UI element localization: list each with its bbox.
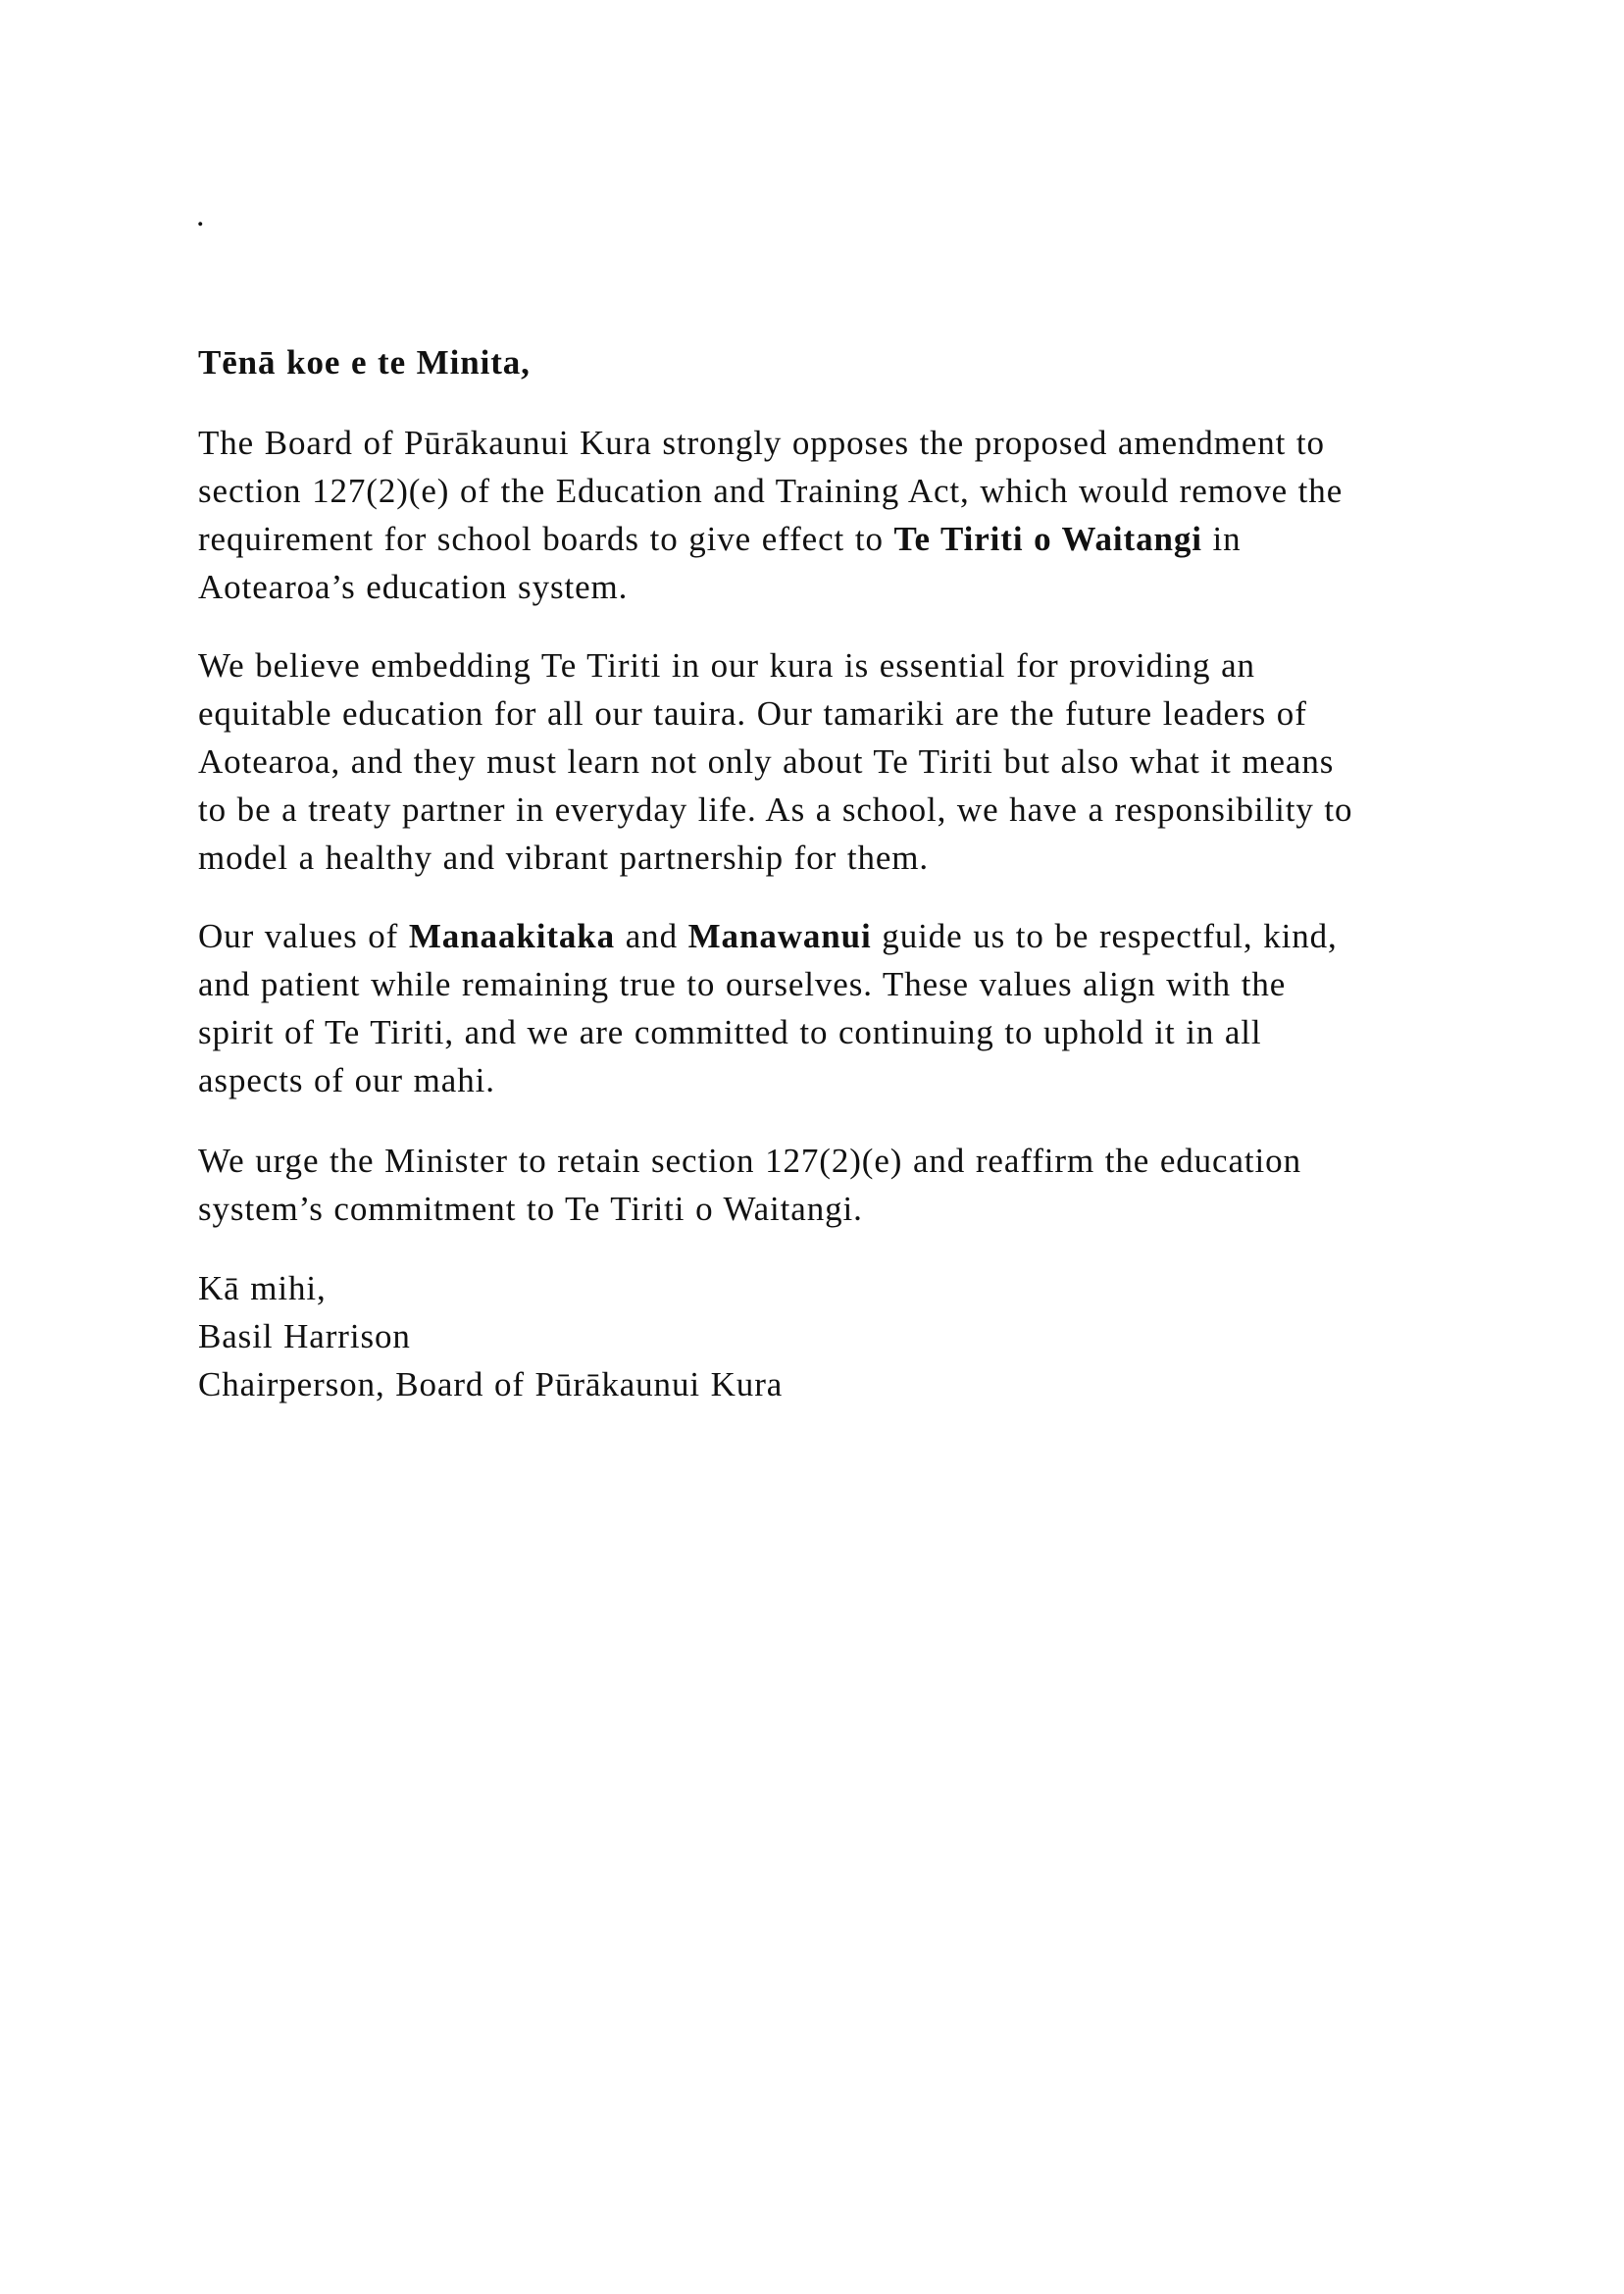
bold-term-manaakitaka: Manaakitaka (408, 917, 616, 955)
paragraph-line: section 127(2)(e) of the Education and Training Act, which would remove the (198, 472, 1344, 510)
greeting-text: Tēnā koe e te Minita, (198, 343, 531, 382)
paragraph-line: We believe embedding Te Tiriti in our kura is essential for providing an (198, 646, 1255, 685)
paragraph-line: equitable education for all our tauira. Our tamariki are the future leaders of (198, 694, 1307, 733)
paragraph-line: We urge the Minister to retain section 127(2)(e) and reaffirm the education (198, 1142, 1301, 1180)
paragraph-line: system’s commitment to Te Tiriti o Waitangi. (198, 1190, 863, 1228)
paragraph-line: The Board of Pūrākaunui Kura strongly opposes the proposed amendment to (198, 424, 1325, 462)
stray-mark: . (196, 197, 205, 233)
signatory-title: Chairperson, Board of Pūrākaunui Kura (198, 1365, 784, 1403)
greeting (198, 338, 1463, 386)
paragraph-line: spirit of Te Tiriti, and we are committed to continuing to uphold it in all (198, 1013, 1262, 1051)
bold-term-manawanui: Manawanui (687, 917, 872, 955)
paragraph-line: to be a treaty partner in everyday life. As a school, we have a responsibility to (198, 790, 1353, 829)
paragraph-line (198, 912, 1463, 960)
signoff: Kā mihi, (198, 1269, 327, 1307)
paragraph-urge (198, 1137, 1463, 1233)
bold-term-te-tiriti: Te Tiriti o Waitangi (893, 520, 1202, 558)
paragraph-line: aspects of our mahi. (198, 1061, 495, 1099)
paragraph-line: and patient while remaining true to ourselves. These values align with the (198, 965, 1287, 1003)
paragraph-opposition (198, 419, 1463, 611)
paragraph-belief (198, 641, 1463, 882)
paragraph-line: Aotearoa’s education system. (198, 568, 629, 606)
line-text: requirement for school boards to give effect to (198, 520, 894, 558)
signatory-name: Basil Harrison (198, 1317, 411, 1355)
paragraph-values (198, 912, 1463, 1104)
line-text: Our values of (198, 917, 409, 955)
paragraph-line: model a healthy and vibrant partnership for them. (198, 839, 930, 877)
paragraph-line (198, 515, 1463, 563)
signature-block (198, 1264, 1463, 1408)
paragraph-line: Aotearoa, and they must learn not only about Te Tiriti but also what it means (198, 742, 1335, 781)
line-text: guide us to be respectful, kind, (871, 917, 1338, 955)
line-text: and (615, 917, 688, 955)
line-text: in (1201, 520, 1242, 558)
